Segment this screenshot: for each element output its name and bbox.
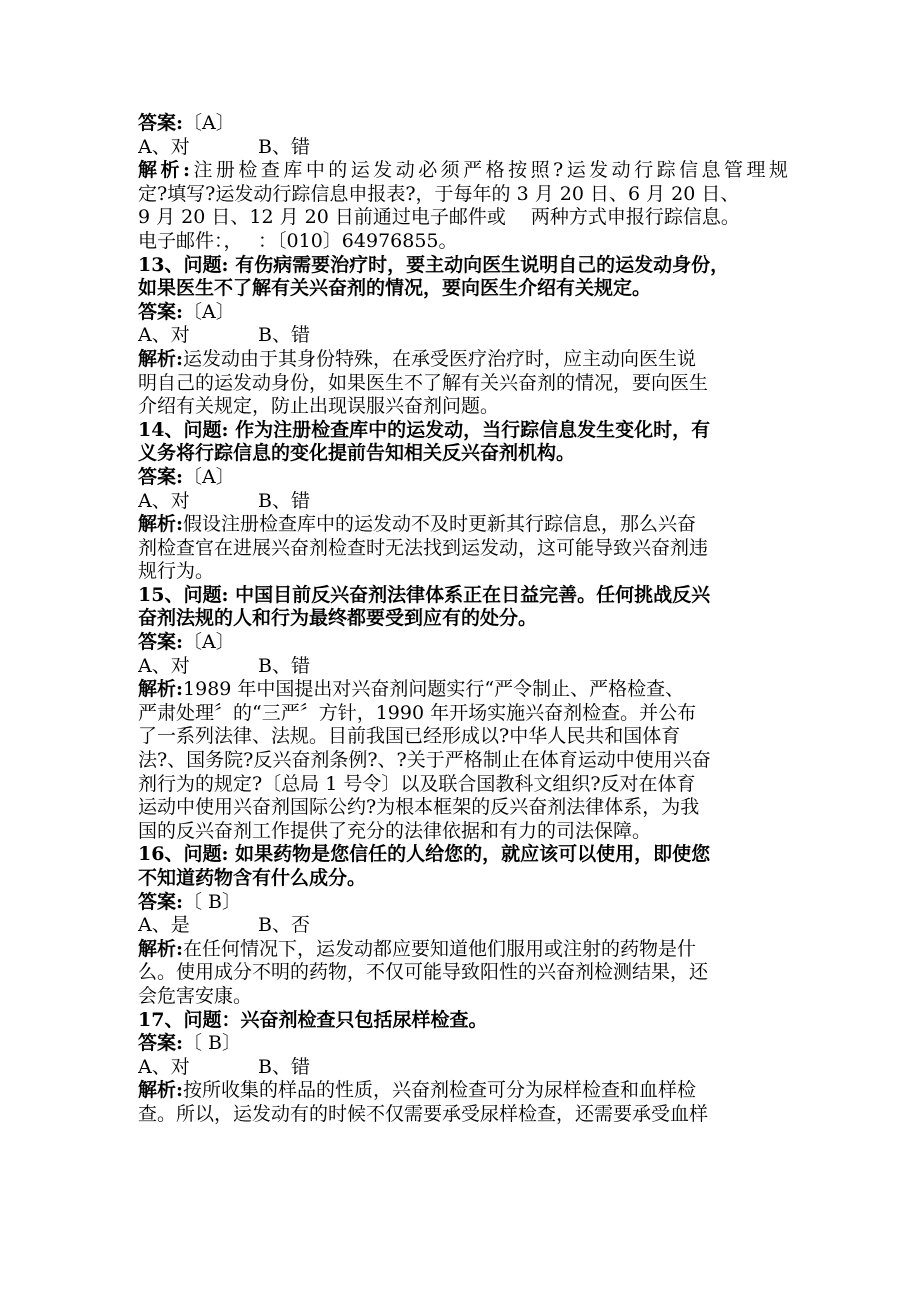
analysis-line: 剂检查官在进展兴奋剂检查时无法找到运发动，这可能导致兴奋剂违 [138, 536, 709, 559]
question-text: 义务将行踪信息的变化提前告知相关反兴奋剂机构。 [138, 442, 576, 465]
analysis-line: 严肃处理〞的“三严〞方针，1990 年开场实施兴奋剂检查。并公布 [138, 701, 697, 724]
answer-line: 答案:〔A〕 [138, 112, 235, 134]
question-15 [138, 584, 788, 844]
question-text: 奋剂法规的人和行为最终都要受到应有的处分。 [138, 607, 538, 630]
analysis-line: 明自己的运发动身份，如果医生不了解有关兴奋剂的情况，要向医生 [138, 371, 709, 394]
answer-line: 答案:〔 B〕 [138, 1032, 242, 1055]
analysis-line: 规行为。 [138, 560, 215, 583]
analysis-line: 解析:在任何情况下，运发动都应要知道他们服用或注射的药物是什 [138, 937, 697, 960]
analysis-line: 剂行为的规定?〔总局 1 号令〕以及联合国教科文组织?反对在体育 [138, 772, 696, 795]
options-line: A、对 B、错 [138, 1055, 310, 1078]
analysis-line: 查。所以，运发动有的时候不仅需要承受尿样检查，还需要承受血样 [138, 1102, 709, 1125]
analysis-line: 9 月 20 日、12 月 20 日前通过电子邮件或 两种方式申报行踪信息。 [138, 206, 740, 229]
analysis-line: 运动中使用兴奋剂国际公约?为根本框架的反兴奋剂法律体系，为我 [138, 796, 700, 819]
analysis-line: 解析:1989 年中国提出对兴奋剂问题实行“严令制止、严格检查、 [138, 678, 685, 701]
analysis-line: 会危害安康。 [138, 984, 253, 1007]
answer-line: 答案:〔 B〕 [138, 890, 242, 913]
analysis-line: 了一系列法律、法规。目前我国已经形成以?中华人民共和国体育 [138, 725, 681, 748]
question-text: 13、问题: 有伤病需要治疗时，要主动向医生说明自己的运发动身份， [138, 253, 730, 276]
document-page [138, 112, 788, 1127]
options-line: A、是 B、否 [138, 914, 310, 937]
analysis-line: 解析:注册检查库中的运发动必须严格按照?运发动行踪信息管理规 [138, 159, 788, 182]
answer-line: 答案:〔A〕 [138, 465, 235, 488]
options-line: A、对 B、错 [138, 654, 310, 677]
question-17 [138, 1009, 788, 1127]
options-line: A、对 B、错 [138, 135, 310, 158]
question-text: 17、问题：兴奋剂检查只包括尿样检查。 [138, 1008, 488, 1031]
question-text: 不知道药物含有什么成分。 [138, 867, 367, 889]
question-text: 16、问题: 如果药物是您信任的人给您的，就应该可以使用，即使您 [138, 843, 711, 866]
options-line: A、对 B、错 [138, 489, 310, 512]
answer-line: 答案:〔A〕 [138, 300, 235, 323]
question-14 [138, 419, 788, 584]
answer-line: 答案:〔A〕 [138, 631, 235, 654]
analysis-line: 介绍有关规定，防止出现误服兴奋剂问题。 [138, 395, 500, 418]
question-text: 14、问题: 作为注册检查库中的运发动，当行踪信息发生变化时，有 [138, 418, 711, 441]
answer-block-12 [138, 112, 788, 254]
analysis-line: 定?填写?运发动行踪信息申报表?，于每年的 3 月 20 日、6 月 20 日、 [138, 182, 740, 205]
analysis-line: 电子邮件：， ：〔010〕64976855。 [138, 229, 458, 252]
analysis-line: 解析:运发动由于其身份特殊，在承受医疗治疗时，应主动向医生说 [138, 347, 697, 370]
analysis-line: 么。使用成分不明的药物，不仅可能导致阳性的兴奋剂检测结果，还 [138, 961, 709, 984]
analysis-line: 法?、国务院?反兴奋剂条例?、?关于严格制止在体育运动中使用兴奋 [138, 749, 711, 772]
question-text: 15、问题: 中国目前反兴奋剂法律体系正在日益完善。任何挑战反兴 [138, 583, 711, 606]
question-16 [138, 843, 788, 1008]
analysis-line: 国的反兴奋剂工作提供了充分的法律依据和有力的司法保障。 [138, 819, 652, 842]
analysis-line: 解析:按所收集的样品的性质，兴奋剂检查可分为尿样检查和血样检 [138, 1079, 697, 1102]
analysis-line: 解析:假设注册检查库中的运发动不及时更新其行踪信息，那么兴奋 [138, 513, 697, 536]
question-text: 如果医生不了解有关兴奋剂的情况，要向医生介绍有关规定。 [138, 277, 652, 300]
question-13 [138, 254, 788, 419]
options-line: A、对 B、错 [138, 324, 310, 347]
